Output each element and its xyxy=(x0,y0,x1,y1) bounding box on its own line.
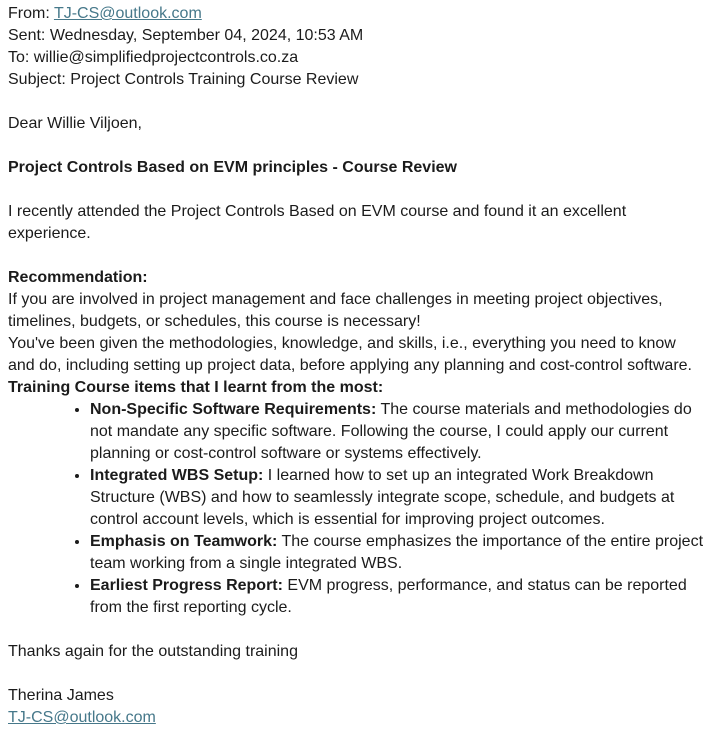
list-item-desc: The course emphasizes the importance of the entire project team working from a single integrated WBS. xyxy=(90,533,704,572)
subject-value: Project Controls Training Course Review xyxy=(70,71,359,88)
from-label: From: xyxy=(8,5,54,22)
recommendation-paragraph-1: If you are involved in project management and face challenges in meeting project objectives, timelines, budgets, or schedules, this course is necessary! xyxy=(8,291,663,330)
recommendation-heading: Recommendation: xyxy=(8,269,148,286)
list-item xyxy=(90,399,704,465)
email-body xyxy=(8,113,704,729)
sent-value: Wednesday, September 04, 2024, 10:53 AM xyxy=(49,27,364,44)
greeting: Dear Willie Viljoen, xyxy=(8,115,142,132)
from-email-link[interactable]: TJ-CS@outlook.com xyxy=(53,5,202,22)
spacer xyxy=(8,179,704,201)
list-item-term: Integrated WBS Setup: xyxy=(90,467,264,484)
intro-paragraph: I recently attended the Project Controls Based on EVM course and found it an excellent experience. xyxy=(8,203,627,242)
recommendation-paragraph-2: You've been given the methodologies, knowledge, and skills, i.e., everything you need to know and do, including setting up project data, before applying any planning and cost-control software. xyxy=(8,335,692,374)
header-to-line xyxy=(8,47,704,69)
training-items-list xyxy=(8,399,704,619)
header-sent-line xyxy=(8,25,704,47)
to-value: willie@simplifiedprojectcontrols.co.za xyxy=(33,49,299,66)
closing-line: Thanks again for the outstanding training xyxy=(8,643,298,660)
list-item-desc: EVM progress, performance, and status can be reported from the first reporting cycle. xyxy=(90,577,687,616)
training-items-heading: Training Course items that I learnt from the most: xyxy=(8,379,384,396)
list-item-desc: I learned how to set up an integrated Work Breakdown Structure (WBS) and how to seamlessly integrate scope, schedule, and budgets at control account levels, which is essential for improving project outcomes. xyxy=(90,467,675,528)
list-item xyxy=(90,531,704,575)
sent-label: Sent: xyxy=(8,27,50,44)
list-item-term: Emphasis on Teamwork: xyxy=(90,533,278,550)
email-header-block xyxy=(8,3,704,91)
signature-name: Therina James xyxy=(8,687,114,704)
spacer xyxy=(8,91,704,113)
to-label: To: xyxy=(8,49,34,66)
course-title-heading: Project Controls Based on EVM principles - Course Review xyxy=(8,159,457,176)
header-from-line xyxy=(8,3,704,25)
list-item-term: Earliest Progress Report: xyxy=(90,577,283,594)
spacer xyxy=(8,663,704,685)
signature-email-line xyxy=(8,707,704,729)
list-item xyxy=(90,575,704,619)
list-item-term: Non-Specific Software Requirements: xyxy=(90,401,377,418)
header-subject-line xyxy=(8,69,704,91)
signature-email-link[interactable]: TJ-CS@outlook.com xyxy=(8,709,156,726)
subject-label: Subject: xyxy=(8,71,71,88)
spacer xyxy=(8,619,704,641)
list-item xyxy=(90,465,704,531)
spacer xyxy=(8,245,704,267)
list-item-desc: The course materials and methodologies do not mandate any specific software. Following the course, I could apply our current planning or cost-control software or systems effectively. xyxy=(90,401,692,462)
spacer xyxy=(8,135,704,157)
